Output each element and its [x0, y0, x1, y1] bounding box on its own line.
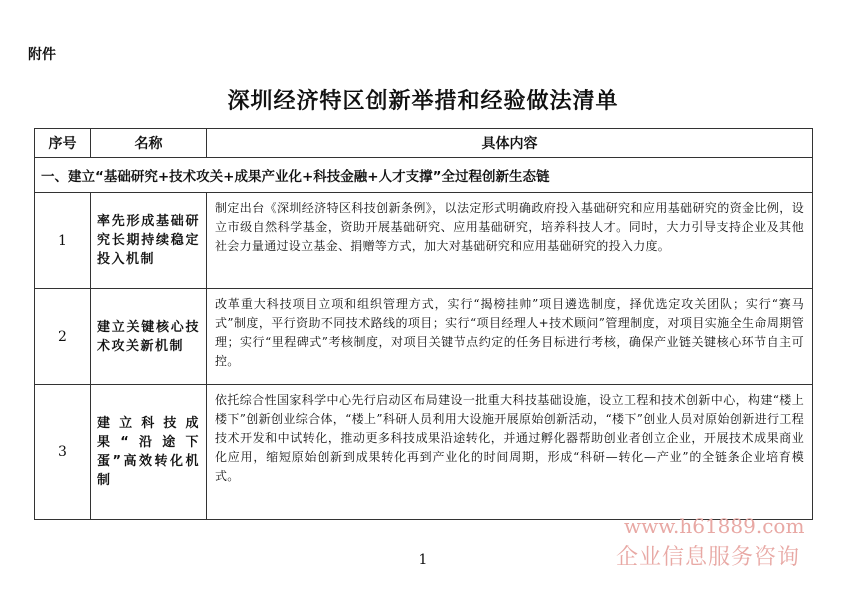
watermark-text: 企业信息服务咨询	[616, 545, 801, 570]
header-name: 名称	[91, 129, 207, 158]
row-number: 2	[35, 289, 91, 385]
table-row	[35, 289, 813, 385]
row-content: 制定出台《深圳经济特区科技创新条例》，以法定形式明确政府投入基础研究和应用基础研究的资金比例，设立市级自然科学基金，资助开展基础研究、应用基础研究，培养科技人才。同时，大力引导支持企业及其他社会力量通过设立基金、捐赠等方式，加大对基础研究和应用基础研究的投入力度。	[207, 193, 813, 289]
row-number: 3	[35, 385, 91, 520]
row-content: 改革重大科技项目立项和组织管理方式，实行“揭榜挂帅”项目遴选制度，择优选定攻关团队；实行“赛马式”制度，平行资助不同技术路线的项目；实行“项目经理人+技术顾问”管理制度，对项目实施全生命周期管理；实行“里程碑式”考核制度，对项目关键节点约定的任务目标进行考核，确保产业链关键核心环节自主可控。	[207, 289, 813, 385]
page-number: 1	[418, 552, 428, 568]
attachment-label: 附件	[28, 47, 56, 63]
row-name: 建立科技成果“沿途下蛋”高效转化机制	[91, 385, 207, 520]
document-title: 深圳经济特区创新举措和经验做法清单	[227, 88, 619, 114]
row-name: 率先形成基础研究长期持续稳定投入机制	[91, 193, 207, 289]
table-row	[35, 193, 813, 289]
table-row	[35, 385, 813, 520]
measures-table	[34, 128, 813, 520]
header-content: 具体内容	[207, 129, 813, 158]
table-header-row	[35, 129, 813, 158]
section-row	[35, 158, 813, 193]
row-content: 依托综合性国家科学中心先行启动区布局建设一批重大科技基础设施，设立工程和技术创新中心，构建“楼上楼下”创新创业综合体，“楼上”科研人员利用大设施开展原始创新活动，“楼下”创业人员对原始创新进行工程技术开发和中试转化，推动更多科技成果沿途转化，并通过孵化器帮助创业者创立企业，开展技术成果商业化应用，缩短原始创新到成果转化再到产业化的时间周期，形成“科研—转化—产业”的全链条企业培育模式。	[207, 385, 813, 520]
section-heading: 一、建立“基础研究+技术攻关+成果产业化+科技金融+人才支撑”全过程创新生态链	[35, 158, 813, 193]
row-number: 1	[35, 193, 91, 289]
header-number: 序号	[35, 129, 91, 158]
row-name: 建立关键核心技术攻关新机制	[91, 289, 207, 385]
watermark-url: www.h61889.com	[624, 514, 805, 538]
